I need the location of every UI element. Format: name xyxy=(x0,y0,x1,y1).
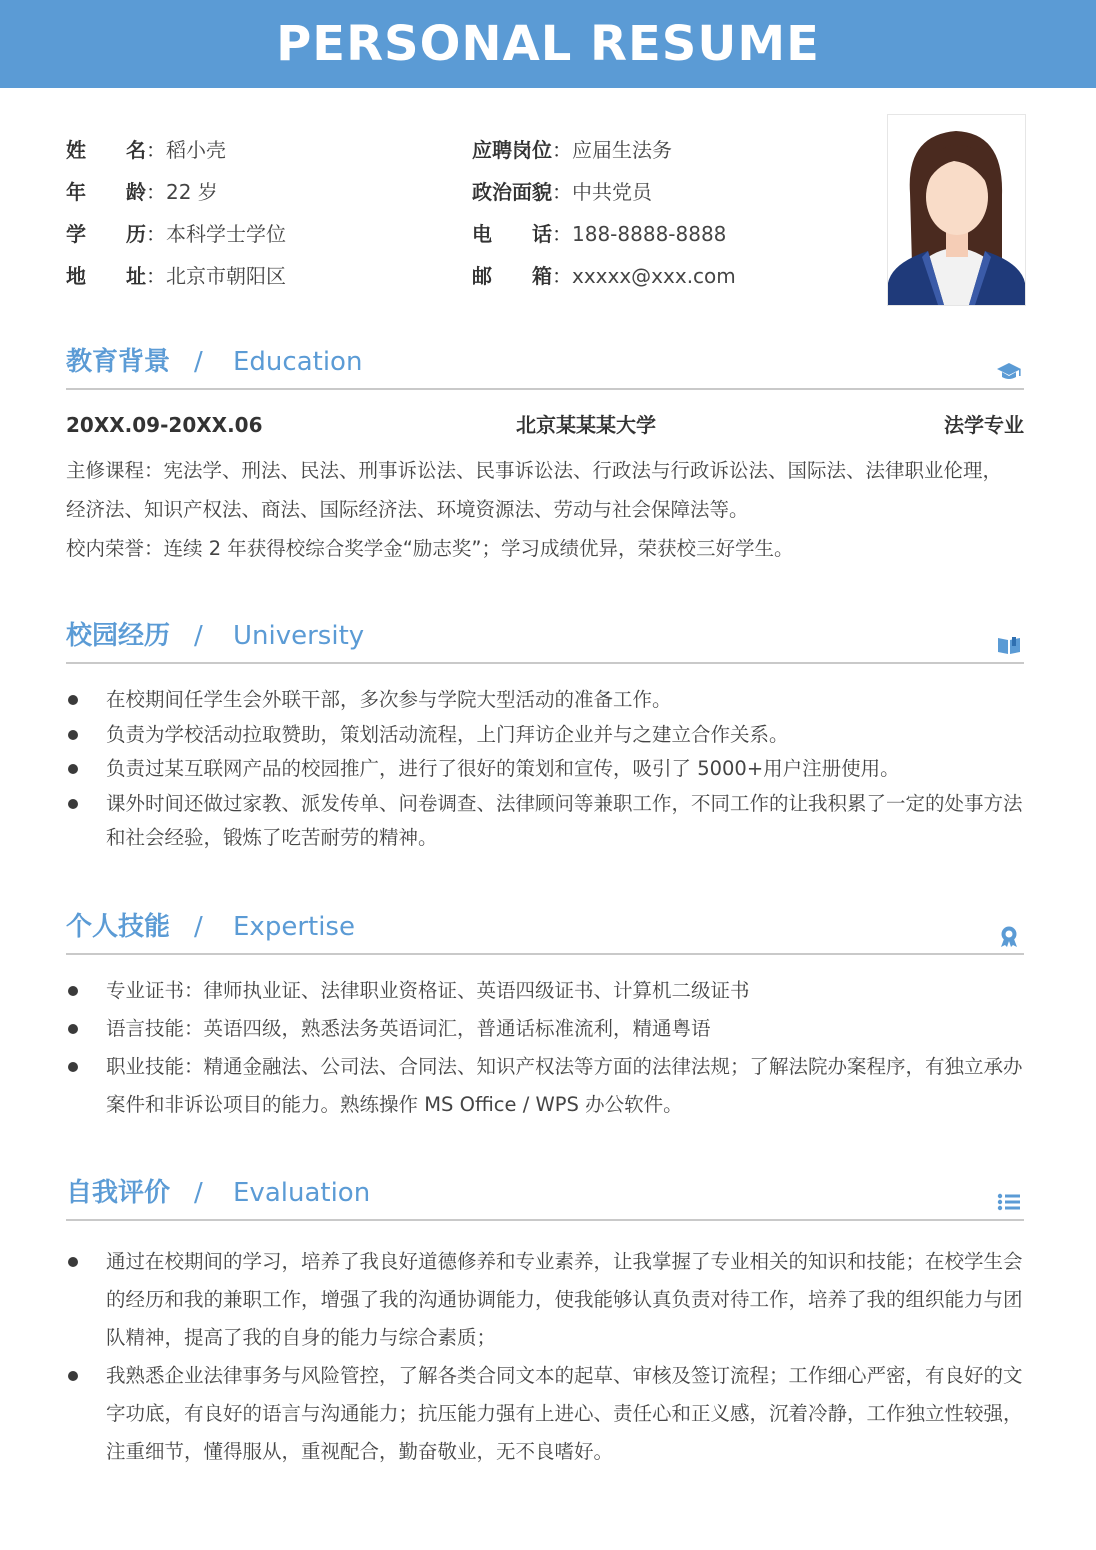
section-evaluation-header xyxy=(66,1173,1024,1221)
name-label: 姓 名 xyxy=(66,138,146,162)
section-education-header xyxy=(66,342,1024,390)
education-school: 北京某某某大学 xyxy=(516,413,656,437)
section-title-cn: 教育背景 xyxy=(66,347,171,377)
info-name: 姓 名：稻小壳 xyxy=(66,135,226,165)
graduation-cap-icon xyxy=(996,360,1022,382)
info-address: 地 址：北京市朝阳区 xyxy=(66,261,286,291)
info-age: 年 龄：22 岁 xyxy=(66,177,218,207)
section-university-header xyxy=(66,616,1024,664)
list-item: 课外时间还做过家教、派发传单、问卷调查、法律顾问等兼职工作，不同工作的让我积累了一定的处事方法和社会经验，锻炼了吃苦耐劳的精神。 xyxy=(66,787,1028,856)
section-divider xyxy=(66,953,1024,955)
email-value: xxxxx@xxx.com xyxy=(572,264,736,288)
list-item: 负责过某互联网产品的校园推广，进行了很好的策划和宣传，吸引了 5000+用户注册使用。 xyxy=(66,752,1028,787)
section-title-cn: 个人技能 xyxy=(66,912,171,942)
section-title-en: Education xyxy=(233,347,363,377)
list-item: 我熟悉企业法律事务与风险管控，了解各类合同文本的起草、审核及签订流程；工作细心严密，有良好的文字功底，有良好的语言与沟通能力；抗压能力强有上进心、责任心和正义感，沉着冷静，工作独立性较强，注重细节，懂得服从，重视配合，勤奋敬业，无不良嗜好。 xyxy=(66,1357,1028,1471)
age-label: 年 龄 xyxy=(66,180,146,204)
section-title-slash: / xyxy=(194,912,203,942)
section-divider xyxy=(66,662,1024,664)
education-period: 20XX.09-20XX.06 xyxy=(66,413,263,437)
honors-line: 校内荣誉：连续 2 年获得校综合奖学金“励志奖”；学习成绩优异，荣获校三好学生。 xyxy=(66,537,794,560)
list-item: 负责为学校活动拉取赞助，策划活动流程，上门拜访企业并与之建立合作关系。 xyxy=(66,718,1028,753)
info-job: 应聘岗位：应届生法务 xyxy=(472,135,672,165)
education-major: 法学专业 xyxy=(944,413,1024,437)
section-title-slash: / xyxy=(194,621,203,651)
evaluation-list xyxy=(66,1243,1028,1471)
section-title-slash: / xyxy=(194,1178,203,1208)
list-item: 专业证书：律师执业证、法律职业资格证、英语四级证书、计算机二级证书 xyxy=(66,972,1028,1010)
section-title-slash: / xyxy=(194,347,203,377)
job-value: 应届生法务 xyxy=(572,138,672,162)
list-icon xyxy=(996,1191,1022,1213)
political-label: 政治面貌 xyxy=(472,180,552,204)
list-item: 语言技能：英语四级，熟悉法务英语词汇，普通话标准流利，精通粤语 xyxy=(66,1010,1028,1048)
age-value: 22 岁 xyxy=(166,180,218,204)
name-value: 稻小壳 xyxy=(166,138,226,162)
section-title-en: University xyxy=(233,621,365,651)
page-title: PERSONAL RESUME xyxy=(276,16,820,72)
phone-value: 188-8888-8888 xyxy=(572,222,727,246)
job-label: 应聘岗位 xyxy=(472,138,552,162)
list-item: 在校期间任学生会外联干部，多次参与学院大型活动的准备工作。 xyxy=(66,683,1028,718)
section-title-cn: 自我评价 xyxy=(66,1178,171,1208)
university-list xyxy=(66,683,1028,856)
section-divider xyxy=(66,388,1024,390)
list-item: 职业技能：精通金融法、公司法、合同法、知识产权法等方面的法律法规；了解法院办案程序，有独立承办案件和非诉讼项目的能力。熟练操作 MS Office / WPS 办公软件。 xyxy=(66,1048,1028,1124)
education-value: 本科学士学位 xyxy=(166,222,286,246)
section-title-cn: 校园经历 xyxy=(66,621,171,651)
email-label: 邮 箱 xyxy=(472,264,552,288)
expertise-list xyxy=(66,972,1028,1124)
info-phone: 电 话：188-8888-8888 xyxy=(472,219,726,249)
education-details xyxy=(66,451,1028,568)
address-label: 地 址 xyxy=(66,264,146,288)
section-divider xyxy=(66,1219,1024,1221)
info-education: 学 历：本科学士学位 xyxy=(66,219,286,249)
info-email: 邮 箱：xxxxx@xxx.com xyxy=(472,261,736,291)
award-icon xyxy=(996,925,1022,947)
phone-label: 电 话 xyxy=(472,222,552,246)
section-title-en: Evaluation xyxy=(233,1178,371,1208)
education-row xyxy=(66,410,1024,440)
avatar xyxy=(887,114,1026,306)
address-value: 北京市朝阳区 xyxy=(166,264,286,288)
header-banner xyxy=(0,0,1096,88)
info-political: 政治面貌：中共党员 xyxy=(472,177,652,207)
courses-line-1: 主修课程：宪法学、刑法、民法、刑事诉讼法、民事诉讼法、行政法与行政诉讼法、国际法、法律职业伦理， xyxy=(66,459,1003,482)
education-label: 学 历 xyxy=(66,222,146,246)
section-expertise-header xyxy=(66,907,1024,955)
section-title-en: Expertise xyxy=(233,912,355,942)
book-icon xyxy=(996,634,1022,656)
political-value: 中共党员 xyxy=(572,180,652,204)
avatar-illustration xyxy=(888,115,1025,305)
list-item: 通过在校期间的学习，培养了我良好道德修养和专业素养，让我掌握了专业相关的知识和技能；在校学生会的经历和我的兼职工作，增强了我的沟通协调能力，使我能够认真负责对待工作，培养了我的组织能力与团队精神，提高了我的自身的能力与综合素质； xyxy=(66,1243,1028,1357)
courses-line-2: 经济法、知识产权法、商法、国际经济法、环境资源法、劳动与社会保障法等。 xyxy=(66,498,749,521)
